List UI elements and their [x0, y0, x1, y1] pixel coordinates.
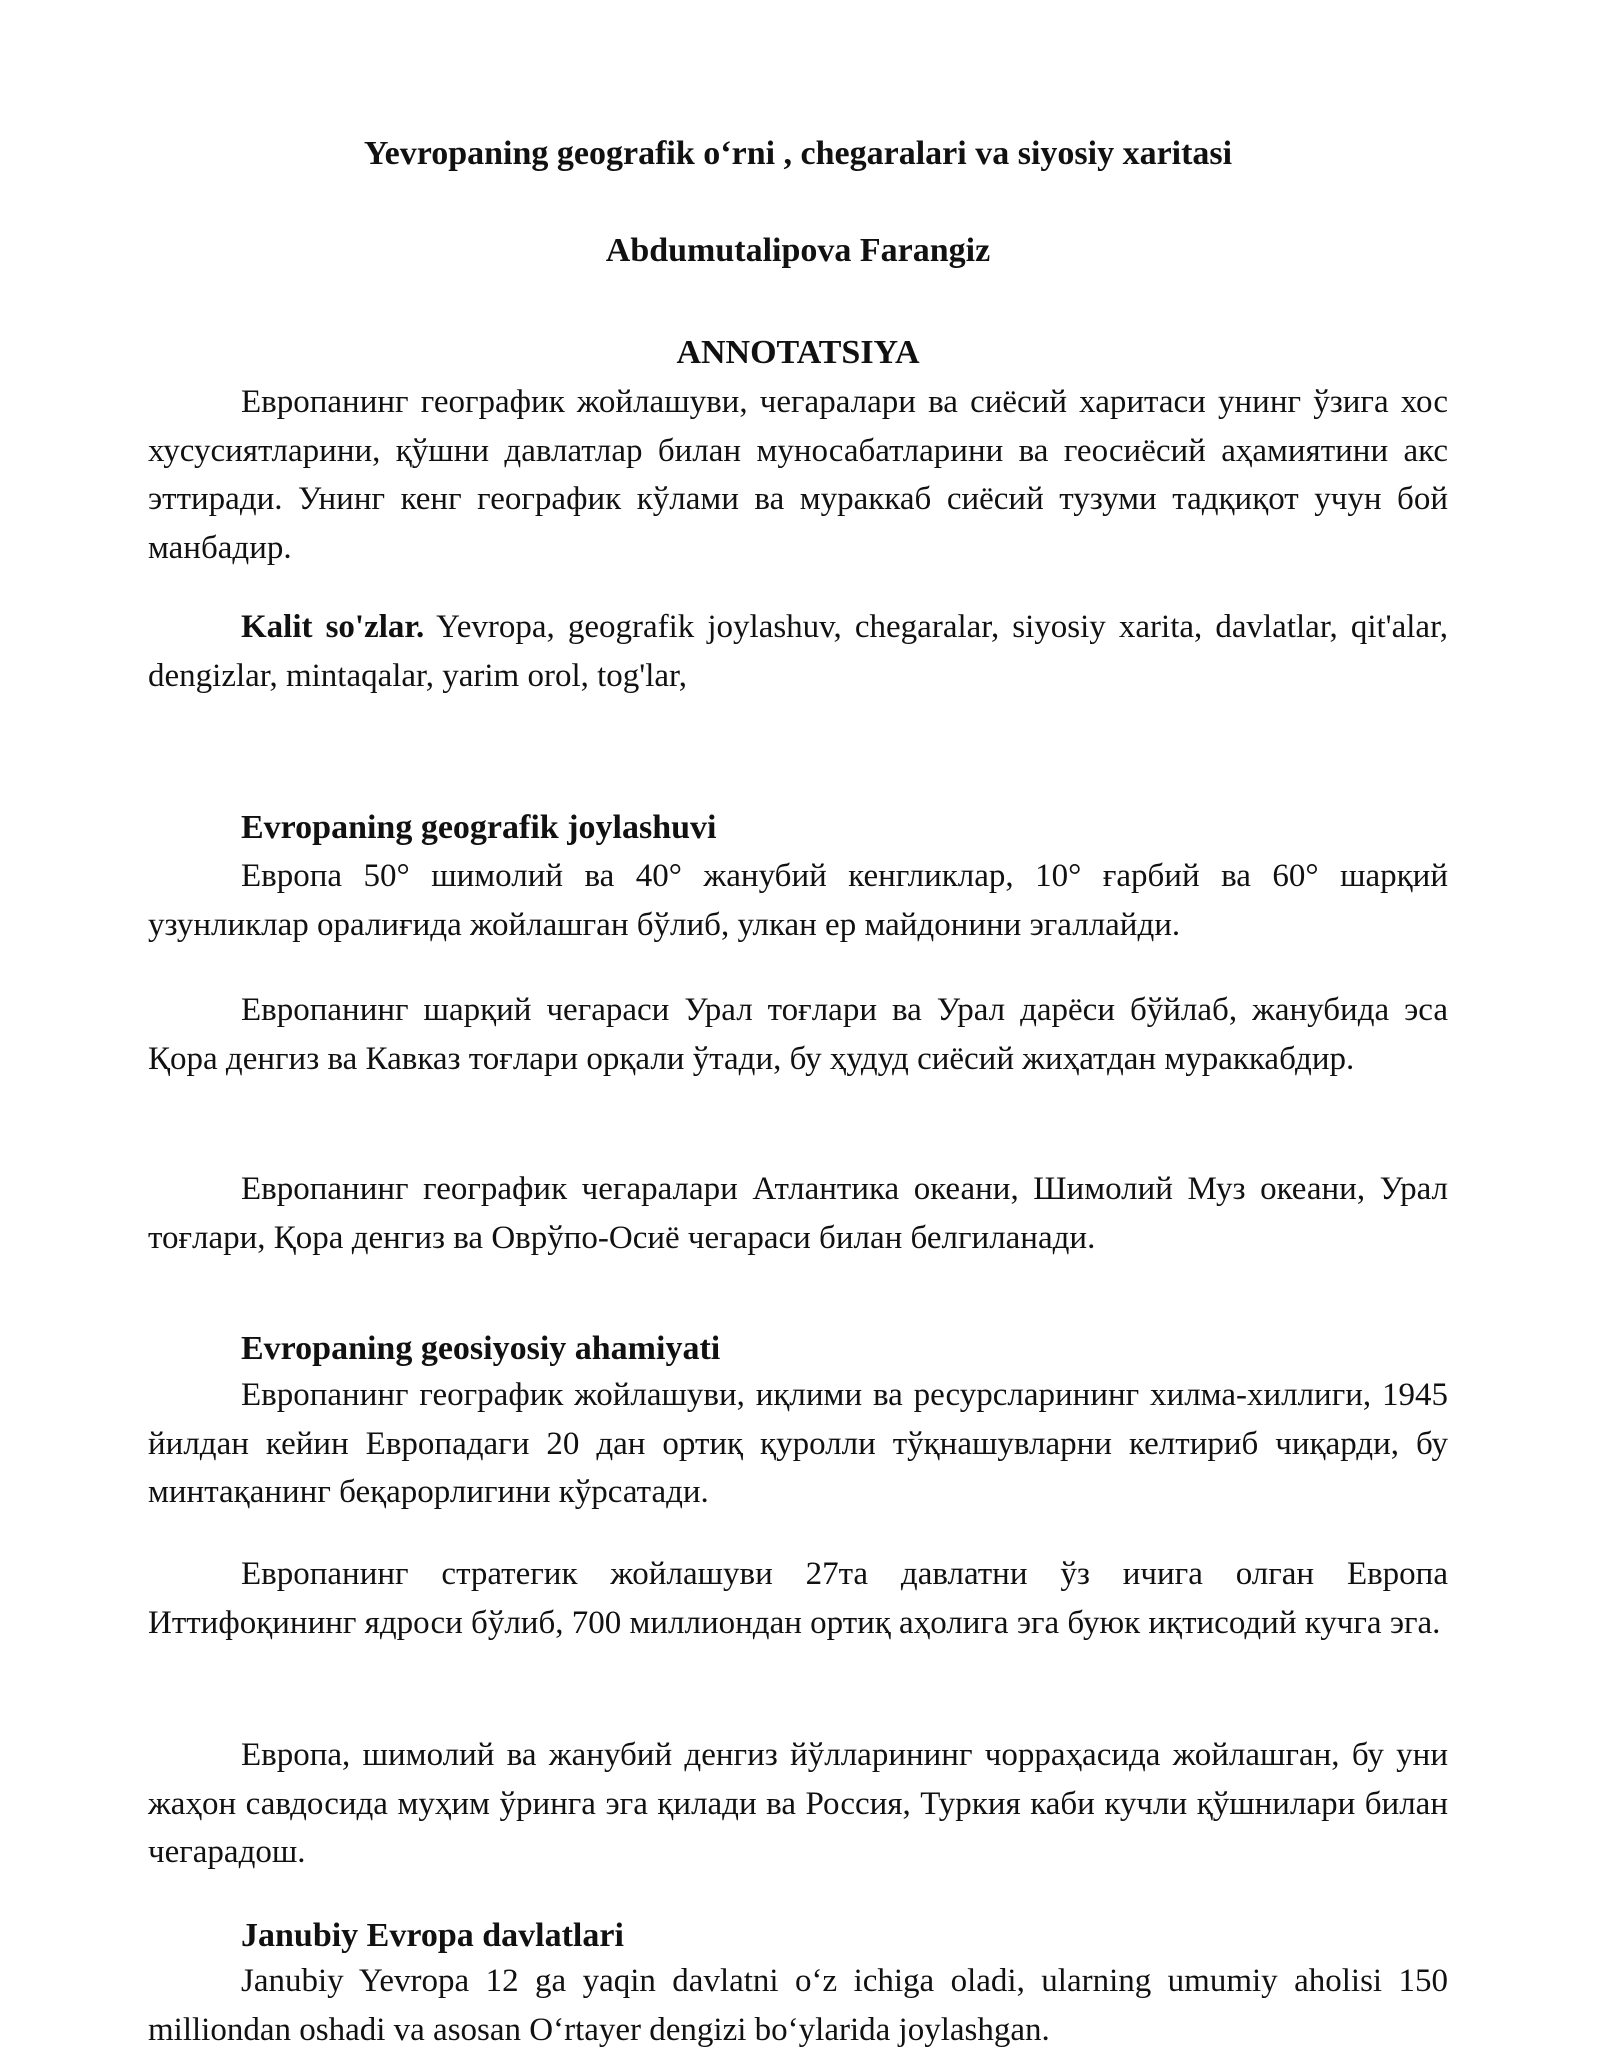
section-2-paragraph-3: Европа, шимолий ва жанубий денгиз йўлларининг чорраҳасида жойлашган, бу уни жаҳон савдосида муҳим ўринга эга қилади ва Россия, Туркия каби кучли қўшнилари билан чегарадош. [148, 1737, 1448, 1870]
section-2-paragraph-1: Европанинг географик жойлашуви, иқлими ва ресурсларининг хилма-хиллиги, 1945 йилдан кейин Европадаги 20 дан ортиқ қуролли тўқнашувларни келтириб чиқарди, бу минтақанинг беқарорлигини кўрсатади. [148, 1377, 1448, 1510]
keywords-text: Yevropa, geografik joylashuv, chegaralar, siyosiy xarita, davlatlar, qit'alar, dengizlar, mintaqalar, yarim orol, tog'lar, [148, 609, 1448, 694]
keywords-label: Kalit so'zlar. [241, 609, 425, 645]
keywords-paragraph [148, 603, 1448, 700]
section-1-paragraph-1: Европа 50° шимолий ва 40° жанубий кенгликлар, 10° ғарбий ва 60° шарқий узунликлар оралиғида жойлашган бўлиб, улкан ер майдонини эгаллайди. [148, 858, 1448, 943]
document-title: Yevropaning geografik o‘rni , chegaralari va siyosiy xaritasi [363, 135, 1233, 172]
section-3-paragraph-1: Janubiy Yevropa 12 ga yaqin davlatni o‘z ichiga oladi, ularning umumiy aholisi 150 milliondan oshadi va asosan O‘rtayer dengizi bo‘ylarida joylashgan. [148, 1963, 1448, 2048]
section-2-paragraph-2: Европанинг стратегик жойлашуви 27та давлатни ўз ичига олган Европа Иттифоқининг ядроси бўлиб, 700 миллиондан ортиқ аҳолига эга буюк иқтисодий кучга эга. [148, 1556, 1448, 1641]
section-1-paragraph-3: Европанинг географик чегаралари Атлантика океани, Шимолий Муз океани, Урал тоғлари, Қора денгиз ва Оврўпо-Осиё чегараси билан белгиланади. [148, 1171, 1448, 1256]
section-1-paragraph-2: Европанинг шарқий чегараси Урал тоғлари ва Урал дарёси бўйлаб, жанубида эса Қора денгиз ва Кавказ тоғлари орқали ўтади, бу ҳудуд сиёсий жиҳатдан мураккабдир. [148, 992, 1448, 1077]
section-heading-southern-europe: Janubiy Evropa davlatlari [241, 1917, 624, 1954]
section-heading-geographic-location: Evropaning geografik joylashuvi [241, 809, 717, 846]
annotation-heading: ANNOTATSIYA [676, 334, 920, 371]
annotation-paragraph: Европанинг географик жойлашуви, чегаралари ва сиёсий харитаси унинг ўзига хос хусусиятларини, қўшни давлатлар билан муносабатларини ва геосиёсий аҳамиятини акс эттиради. Унинг кенг географик кўлами ва мураккаб сиёсий тузуми тадқиқот учун бой манбадир. [148, 384, 1448, 566]
section-heading-geopolitical-importance: Evropaning geosiyosiy ahamiyati [241, 1330, 721, 1367]
author-name: Abdumutalipova Farangiz [605, 232, 991, 269]
